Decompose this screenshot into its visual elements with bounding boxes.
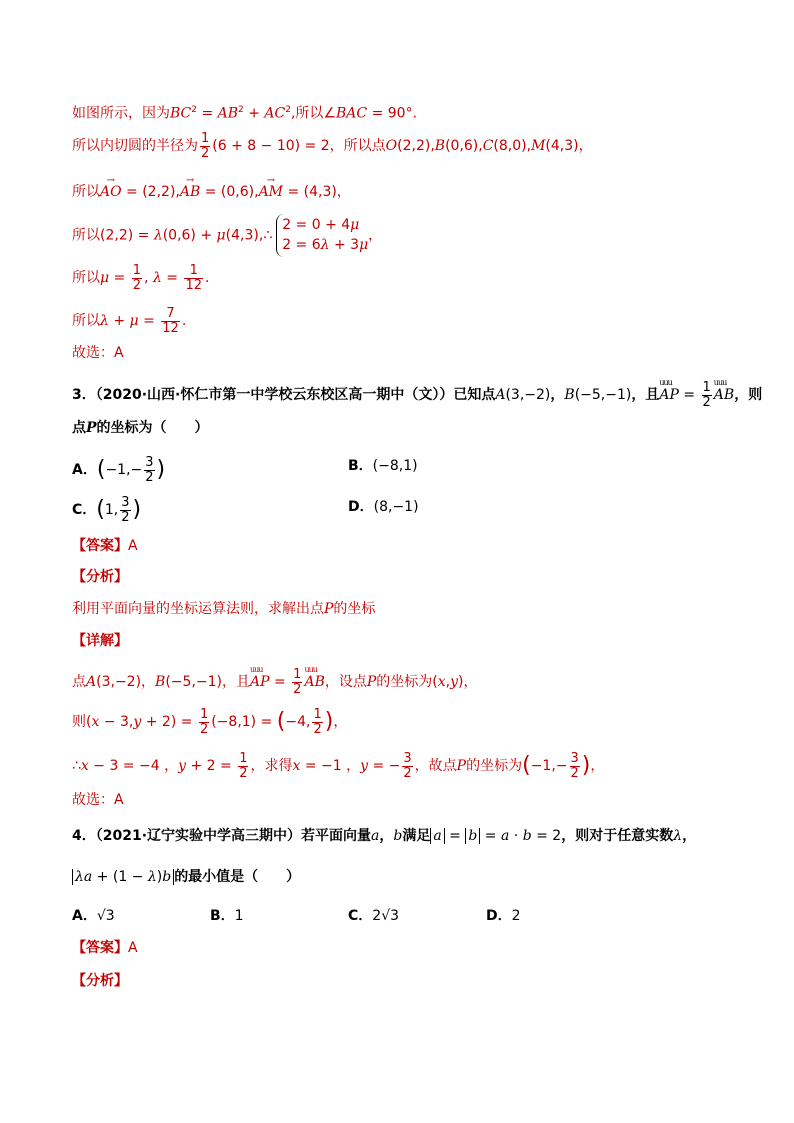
q3-analysis-text: 利用平面向量的坐标运算法则，求解出点P的坐标 xyxy=(72,601,376,617)
q3-option-a[interactable]: A．(−1,− $\frac{3}{2}$ ) xyxy=(72,455,166,485)
q3-final: 故选：A xyxy=(72,792,124,808)
q4-stem-line1: 4．（2021·辽宁实验中学高三期中）若平面向量a，b满足 a = b = a · b = 2，则对于任意实数λ， xyxy=(72,828,697,844)
q3-detail-line3: ∴x − 3 = −4 ，y + 2 = $\frac{1}{2}$ ，求得x = −1 ，y = − $\frac{3}{2}$ ，故点P的坐标为(−1,− $\frac{3}{2}$ )， xyxy=(72,751,605,781)
q3-option-c[interactable]: C．(1, $\frac{3}{2}$ ) xyxy=(72,495,142,525)
q4-answer: 【答案】A xyxy=(72,940,138,956)
q3-stem-line1: 3．（2020·山西·怀仁市第一中学校云东校区高一期中（文））已知点A(3,−2)，B(−5,−1)，且uuu AP = $\frac{1}{2}$ uuu AB，则 xyxy=(72,381,762,409)
sol2-line1: 如图所示，因为$BC^2 = AB^2 + AC^2$,所以∠BAC = 90°. xyxy=(72,105,418,122)
q3-detail-label: 【详解】 xyxy=(72,633,128,649)
q4-option-c[interactable]: C．2√3 xyxy=(348,908,400,924)
q4-option-d[interactable]: D．2 xyxy=(486,908,521,924)
sol2-line6: 所以λ + μ = $\frac{7}{12}$ . xyxy=(72,306,187,336)
document-page xyxy=(72,0,763,1123)
sol2-line2: 所以内切圆的半径为 $\frac{1}{2}$ (6 + 8 − 10) = 2，所以点O(2,2),B(0,6),C(8,0),M(4,3)， xyxy=(72,131,593,161)
q4-option-a[interactable]: A．√3 xyxy=(72,908,115,924)
q4-analysis-label: 【分析】 xyxy=(72,973,128,989)
sol2-line4: 所以(2,2) = λ(0,6) + μ(4,3),∴ 2 = 0 + 4μ 2 = 6λ + 3μ ， xyxy=(72,214,382,257)
q3-analysis-label: 【分析】 xyxy=(72,569,128,585)
q3-answer: 【答案】A xyxy=(72,538,138,554)
sol2-line5: 所以μ = $\frac{1}{2}$ , λ = $\frac{1}{12}$ . xyxy=(72,263,210,293)
sol2-answer: 故选：A xyxy=(72,345,124,361)
q3-detail-line1: 点A(3,−2)，B(−5,−1)，且uuu AP = $\frac{1}{2}$ uuu AB，设点P的坐标为(x,y)， xyxy=(72,668,478,696)
q3-stem-line2: 点P的坐标为（ ） xyxy=(72,420,209,436)
q3-detail-line2: 则(x − 3,y + 2) = $\frac{1}{2}$ (−8,1) = (−4, $\frac{1}{2}$ )， xyxy=(72,707,348,737)
q3-option-d[interactable]: D．(8,−1) xyxy=(348,499,419,515)
sol2-line3: 所以→ AO = (2,2),→ AB = (0,6),→ AM = (4,3)， xyxy=(72,185,351,199)
q4-stem-line2: λa + (1 − λ)b 的最小值是（ ） xyxy=(72,870,300,884)
q3-option-b[interactable]: B．(−8,1) xyxy=(348,458,418,474)
q4-option-b[interactable]: B．1 xyxy=(210,908,244,924)
